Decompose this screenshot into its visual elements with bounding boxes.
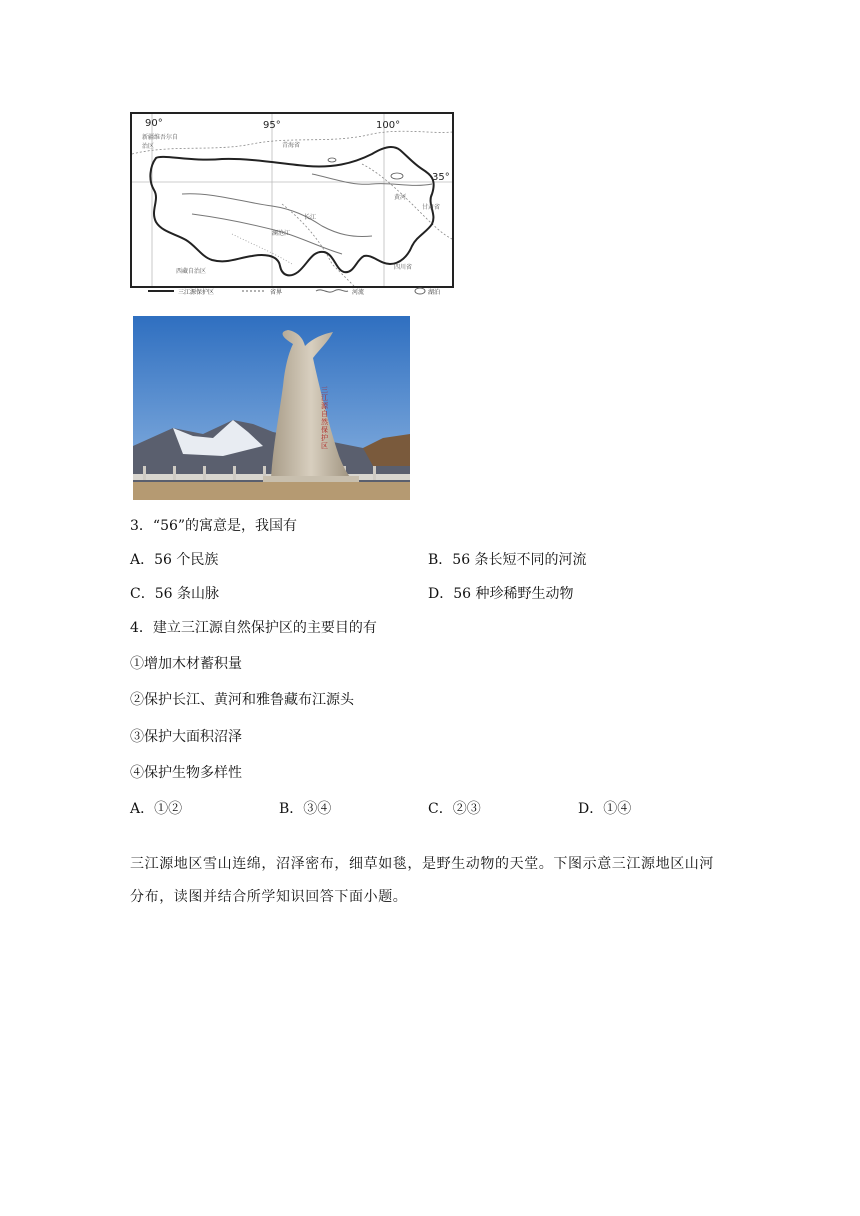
lon-100-label: 100° bbox=[376, 120, 401, 131]
sanjiangyuan-map bbox=[130, 112, 454, 288]
monument-inscription: 三江源自然保护区 bbox=[321, 386, 328, 450]
q4-option-d: D．①④ bbox=[578, 801, 632, 817]
legend-lake: 湖泊 bbox=[428, 289, 441, 296]
lat-35-label: 35° bbox=[432, 172, 450, 183]
q3-stem: 3．“56”的寓意是，我国有 bbox=[130, 518, 298, 534]
q4-item-1: ①增加木材蓄积量 bbox=[130, 656, 242, 672]
map-legend bbox=[130, 285, 450, 297]
q4-item-4: ④保护生物多样性 bbox=[130, 765, 242, 781]
label-lancangjiang: 澜沧江 bbox=[272, 230, 291, 237]
q3-option-c: C．56 条山脉 bbox=[130, 586, 219, 602]
q4-item-3: ③保护大面积沼泽 bbox=[130, 729, 242, 745]
label-xinjiang: 新疆维吾尔自治区 bbox=[142, 134, 179, 150]
passage-line-1: 三江源地区雪山连绵，沼泽密布，细草如毯，是野生动物的天堂。下图示意三江源地区山河 bbox=[130, 856, 714, 872]
label-xizang: 西藏自治区 bbox=[176, 268, 207, 275]
q4-option-b: B．③④ bbox=[279, 801, 332, 817]
monument-photo-graphic bbox=[133, 316, 410, 500]
q4-item-2: ②保护长江、黄河和雅鲁藏布江源头 bbox=[130, 692, 354, 708]
lon-95-label: 95° bbox=[263, 120, 281, 131]
label-changjiang: 长江 bbox=[304, 214, 317, 221]
q3-option-d: D．56 种珍稀野生动物 bbox=[428, 586, 574, 602]
label-huanghe: 黄河 bbox=[394, 194, 407, 201]
passage-line-2: 分布，读图并结合所学知识回答下面小题。 bbox=[130, 889, 408, 905]
q4-stem: 4．建立三江源自然保护区的主要目的有 bbox=[130, 620, 377, 636]
q3-option-b: B．56 条长短不同的河流 bbox=[428, 552, 587, 568]
legend-protected-area: 三江源保护区 bbox=[178, 289, 215, 296]
legend-river: 河流 bbox=[352, 289, 365, 296]
q4-option-a: A．①② bbox=[130, 801, 183, 817]
label-gansu: 甘肃省 bbox=[422, 204, 441, 211]
legend-province-border: 省界 bbox=[270, 289, 283, 296]
q4-option-c: C．②③ bbox=[428, 801, 481, 817]
monument-photo bbox=[133, 316, 410, 500]
lon-90-label: 90° bbox=[145, 118, 163, 129]
label-qinghai: 青海省 bbox=[282, 142, 301, 149]
label-sichuan: 四川省 bbox=[394, 264, 413, 271]
q3-option-a: A．56 个民族 bbox=[130, 552, 219, 568]
